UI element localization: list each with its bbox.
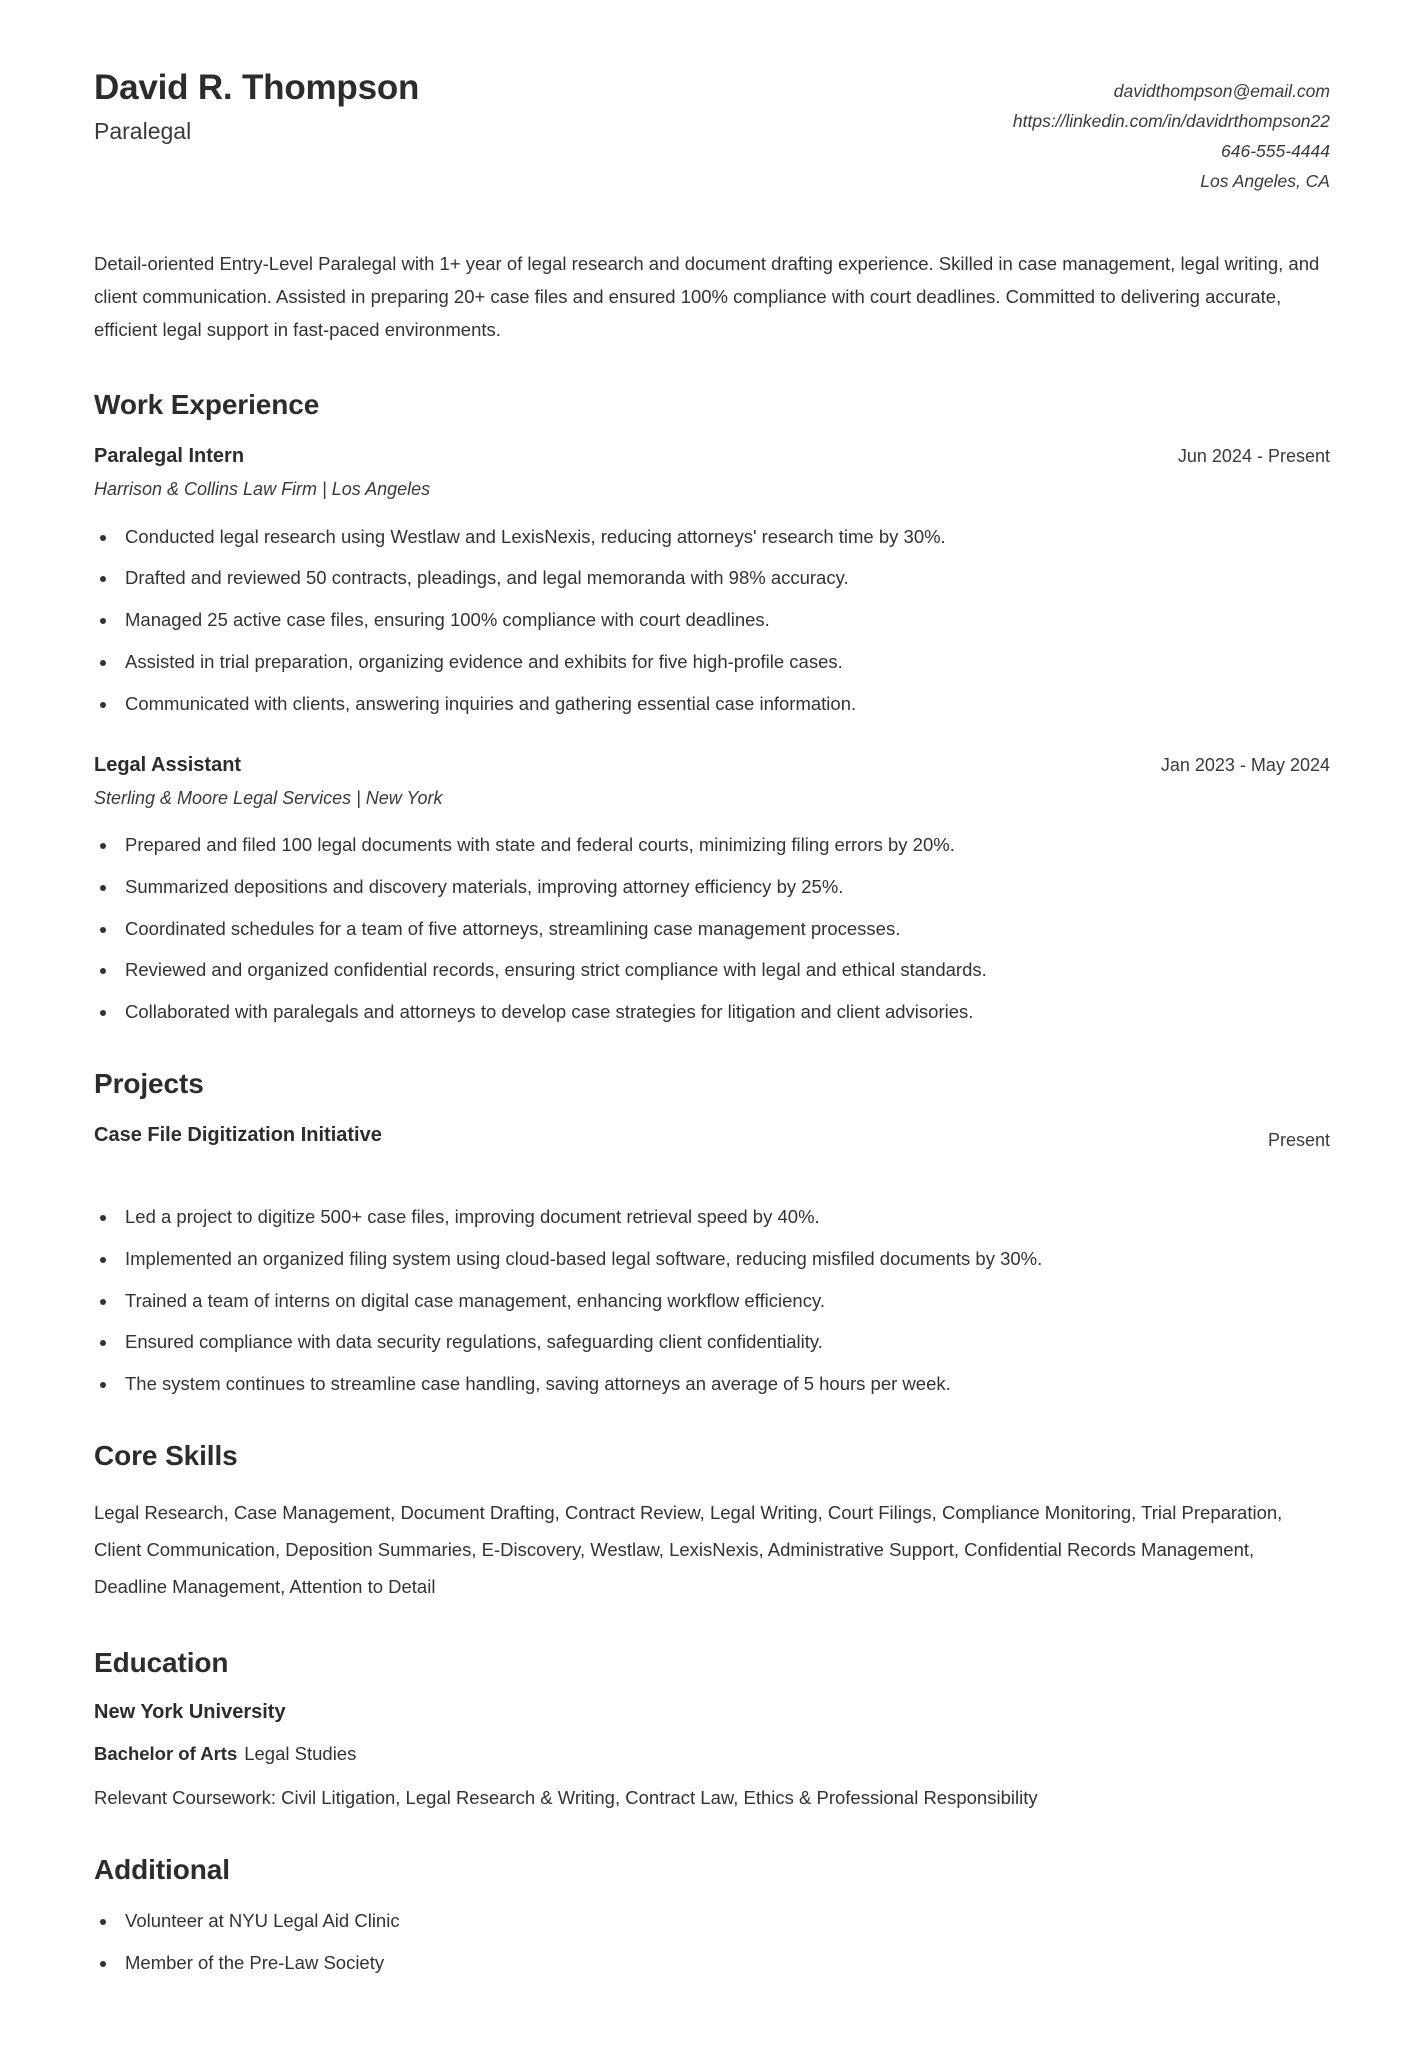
bullet-item: Reviewed and organized confidential records, ensuring strict compliance with legal and ethical standards. <box>94 957 1330 984</box>
education-degree-line <box>94 1743 1330 1765</box>
section-title-additional: Additional <box>94 1853 230 1885</box>
resume-header <box>94 62 1330 196</box>
bullet-item: Led a project to digitize 500+ case files, improving document retrieval speed by 40%. <box>94 1204 1330 1231</box>
work-entry-role: Legal Assistant <box>94 753 242 776</box>
education-field: Legal Studies <box>244 1743 357 1765</box>
contact-location: Los Angeles, CA <box>1200 171 1330 192</box>
section-core-skills <box>94 1440 1330 1605</box>
project-entry <box>94 1122 1330 1398</box>
work-entry-head <box>94 443 1330 469</box>
bullet-item: The system continues to streamline case handling, saving attorneys an average of 5 hours per week. <box>94 1371 1330 1398</box>
section-additional <box>94 1854 1330 1977</box>
education-coursework: Relevant Coursework: Civil Litigation, Legal Research & Writing, Contract Law, Ethics & Professional Responsibility <box>94 1787 1038 1809</box>
bullet-item: Collaborated with paralegals and attorneys to develop case strategies for litigation and client advisories. <box>94 999 1330 1026</box>
work-entry <box>94 752 1330 1026</box>
work-entry-bullets <box>94 524 1330 718</box>
work-entry-role: Paralegal Intern <box>94 445 245 468</box>
bullet-item: Summarized depositions and discovery materials, improving attorney efficiency by 25%. <box>94 874 1330 901</box>
section-work-experience <box>94 389 1330 1026</box>
contact-block <box>1013 62 1330 196</box>
bullet-item: Implemented an organized filing system using cloud-based legal software, reducing misfiled documents by 30%. <box>94 1246 1330 1273</box>
section-title-work-experience: Work Experience <box>94 389 320 421</box>
education-degree: Bachelor of Arts <box>94 1743 238 1765</box>
project-entry-date: Present <box>1267 1129 1330 1150</box>
contact-linkedin[interactable]: https://linkedin.com/in/davidrthompson22 <box>1012 111 1330 132</box>
candidate-name: David R. Thompson <box>94 68 420 107</box>
bullet-item: Prepared and filed 100 legal documents with state and federal courts, minimizing filing errors by 20%. <box>94 832 1330 859</box>
section-title-education: Education <box>94 1647 229 1679</box>
project-entry-head <box>94 1122 1330 1148</box>
section-education <box>94 1647 1330 1812</box>
contact-email[interactable]: davidthompson@email.com <box>1113 81 1330 101</box>
bullet-item: Managed 25 active case files, ensuring 100% compliance with court deadlines. <box>94 607 1330 634</box>
bullet-item: Volunteer at NYU Legal Aid Clinic <box>94 1908 1330 1935</box>
header-identity <box>94 62 419 146</box>
work-entry-org: Harrison & Collins Law Firm | Los Angeles <box>94 479 431 500</box>
professional-summary: Detail-oriented Entry-Level Paralegal with 1+ year of legal research and document drafting experience. Skilled in case management, legal writing, and client communication. Assisted in preparing 20+ case files and ensured 100% compliance with court deadlines. Committed to delivering accurate, efficient legal support in fast-paced environments. <box>94 253 1320 341</box>
bullet-item: Assisted in trial preparation, organizing evidence and exhibits for five high-profile cases. <box>94 649 1330 676</box>
bullet-item: Ensured compliance with data security regulations, safeguarding client confidentiality. <box>94 1329 1330 1356</box>
contact-phone[interactable]: 646-555-4444 <box>1221 141 1330 162</box>
project-entry-bullets <box>94 1204 1330 1398</box>
bullet-item: Trained a team of interns on digital case management, enhancing workflow efficiency. <box>94 1288 1330 1315</box>
bullet-item: Coordinated schedules for a team of five attorneys, streamlining case management processes. <box>94 916 1330 943</box>
bullet-item: Conducted legal research using Westlaw and LexisNexis, reducing attorneys' research time by 30%. <box>94 524 1330 551</box>
bullet-item: Communicated with clients, answering inquiries and gathering essential case information. <box>94 691 1330 718</box>
education-school: New York University <box>94 1701 286 1724</box>
work-entry-head <box>94 752 1330 778</box>
section-title-projects: Projects <box>94 1068 204 1100</box>
candidate-job-title: Paralegal <box>94 118 192 145</box>
project-entry-name: Case File Digitization Initiative <box>94 1124 382 1147</box>
bullet-item: Drafted and reviewed 50 contracts, pleadings, and legal memoranda with 98% accuracy. <box>94 565 1330 592</box>
work-entry <box>94 443 1330 717</box>
work-entry-org: Sterling & Moore Legal Services | New York <box>94 787 443 808</box>
work-entry-date: Jun 2024 - Present <box>1177 446 1330 467</box>
work-entry-date: Jan 2023 - May 2024 <box>1160 754 1330 775</box>
section-title-core-skills: Core Skills <box>94 1440 238 1472</box>
skills-list: Legal Research, Case Management, Document Drafting, Contract Review, Legal Writing, Court Filings, Compliance Monitoring, Trial Preparation, Client Communication, Deposition Summaries, E-Discovery, Westlaw, LexisNexis, Administrative Support, Confidential Records Management, Deadline Management, Attention to Detail <box>94 1502 1283 1598</box>
bullet-item: Member of the Pre-Law Society <box>94 1950 1330 1977</box>
work-entry-bullets <box>94 832 1330 1026</box>
additional-list <box>94 1908 1330 1977</box>
section-projects <box>94 1068 1330 1398</box>
